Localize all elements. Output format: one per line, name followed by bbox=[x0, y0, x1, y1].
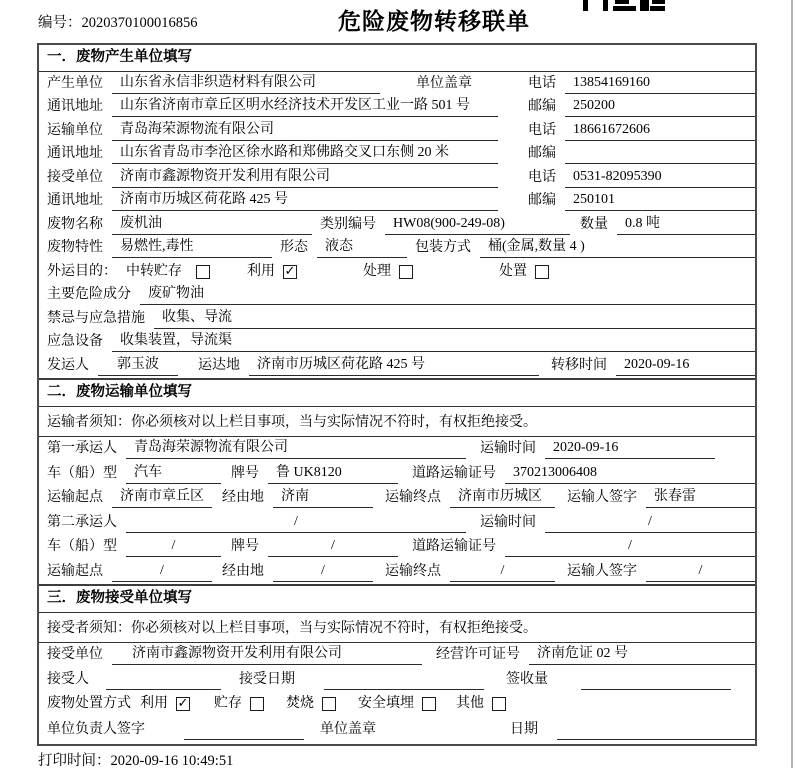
checkbox-label: 焚烧 bbox=[286, 696, 314, 711]
waste-traits-field: 易燃性,毒性 bbox=[112, 237, 272, 258]
receiver-zip-label: 邮编 bbox=[528, 193, 556, 208]
waste-code-field: HW08(900-249-08) bbox=[385, 214, 570, 235]
carrier1-label: 第一承运人 bbox=[47, 441, 117, 456]
carrier1-time-label: 运输时间 bbox=[480, 441, 536, 456]
vehicle1-plate-field: 鲁 UK8120 bbox=[268, 463, 398, 484]
row-acceptance bbox=[39, 667, 755, 692]
carrier2-time-label: 运输时间 bbox=[480, 514, 536, 530]
route2-sign-field: / bbox=[646, 561, 755, 582]
accept-unit-field: 济南市鑫源物资开发利用有限公司 bbox=[112, 644, 422, 665]
accept-date-field bbox=[324, 670, 484, 690]
route1-sign-field: 张春雷 bbox=[646, 487, 755, 508]
route2-via-label: 经由地 bbox=[222, 563, 264, 579]
hazard-label: 主要危险成分 bbox=[47, 287, 131, 302]
row-signoff bbox=[39, 716, 755, 744]
qr-code-icon bbox=[583, 0, 667, 11]
vehicle1-cert-label: 道路运输证号 bbox=[412, 465, 496, 481]
waste-code-label: 类别编号 bbox=[320, 216, 376, 232]
notice-text: 你必须核对以上栏目事项，当与实际情况不符时，有权拒绝接受。 bbox=[131, 621, 537, 636]
row-waste-traits bbox=[39, 237, 755, 261]
page-edge-divider bbox=[791, 0, 793, 768]
checkbox-icon: ✓ bbox=[177, 696, 189, 711]
transfer-time-field: 2020-09-16 bbox=[616, 355, 755, 376]
disposal-option-landfill bbox=[358, 694, 436, 714]
purpose-option-treat bbox=[363, 262, 413, 282]
manifest-form bbox=[37, 43, 757, 746]
row-transporter-address bbox=[39, 143, 755, 167]
transporter-address-field: 山东省青岛市李沧区徐水路和郑佛路交叉口东侧 20 米 bbox=[112, 143, 498, 164]
purpose-option-storage bbox=[126, 262, 210, 282]
route2-sign-label: 运输人签字 bbox=[567, 563, 637, 579]
transporter-phone-label: 电话 bbox=[528, 122, 556, 138]
vehicle2-plate-field: / bbox=[268, 536, 398, 557]
signoff-sign-field bbox=[184, 720, 304, 740]
route1-start-label: 运输起点 bbox=[47, 490, 103, 505]
checkbox-label: 处理 bbox=[363, 263, 391, 279]
received-qty-field bbox=[581, 670, 731, 690]
notice-label: 运输者须知： bbox=[47, 415, 131, 430]
acceptor-label: 接受人 bbox=[47, 671, 89, 687]
row-waste-name bbox=[39, 213, 755, 237]
notice-text: 你必须核对以上栏目事项，当与实际情况不符时，有权拒绝接受。 bbox=[131, 415, 537, 430]
checkbox-icon bbox=[422, 697, 436, 711]
purpose-label: 外运目的： bbox=[47, 263, 117, 279]
section2-header: 二．废物运输单位填写 bbox=[39, 378, 755, 407]
equipment-label: 应急设备 bbox=[47, 334, 103, 349]
signoff-seal-label: 单位盖章 bbox=[320, 722, 376, 737]
route2-start-label: 运输起点 bbox=[47, 563, 103, 579]
emergency-label: 禁忌与应急措施 bbox=[47, 310, 145, 326]
row-carrier1 bbox=[39, 437, 755, 462]
serial-label: 编号： bbox=[38, 15, 82, 31]
checkbox-icon bbox=[322, 697, 336, 711]
checkbox-icon bbox=[399, 265, 413, 279]
row-emergency-equipment bbox=[39, 331, 755, 355]
waste-pack-field: 桶(金属,数量 4 ) bbox=[480, 237, 755, 258]
carrier1-time-field: 2020-09-16 bbox=[545, 438, 715, 459]
row-route1 bbox=[39, 486, 755, 511]
transporter-phone-field: 18661672606 bbox=[565, 120, 755, 141]
vehicle1-type-field: 汽车 bbox=[126, 463, 221, 484]
transporter-address-label: 通讯地址 bbox=[47, 146, 103, 161]
route1-via-label: 经由地 bbox=[222, 490, 264, 505]
checkbox-label: 其他 bbox=[456, 696, 484, 711]
purpose-option-use bbox=[247, 262, 297, 282]
receiver-notice bbox=[39, 613, 755, 643]
checkbox-label: 安全填埋 bbox=[358, 696, 414, 711]
checkbox-icon bbox=[250, 697, 264, 711]
accept-date-label: 接受日期 bbox=[239, 671, 295, 687]
receiver-zip-field: 250101 bbox=[565, 190, 755, 211]
disposal-option-use bbox=[140, 694, 190, 714]
row-transfer-purpose bbox=[39, 260, 755, 284]
checkbox-icon bbox=[535, 265, 549, 279]
route1-via-field: 济南 bbox=[273, 487, 373, 508]
producer-label: 产生单位 bbox=[47, 75, 103, 91]
disposal-option-incinerate bbox=[286, 694, 336, 714]
row-receiver bbox=[39, 166, 755, 190]
dispatcher-label: 发运人 bbox=[47, 357, 89, 373]
receiver-phone-label: 电话 bbox=[528, 169, 556, 185]
waste-qty-label: 数量 bbox=[580, 216, 608, 232]
row-vehicle1 bbox=[39, 461, 755, 486]
producer-address-label: 通讯地址 bbox=[47, 99, 103, 114]
vehicle1-type-label: 车（船）型 bbox=[47, 465, 117, 481]
producer-zip-label: 邮编 bbox=[528, 99, 556, 114]
producer-zip-field: 250200 bbox=[565, 96, 755, 117]
waste-form-field: 液态 bbox=[317, 237, 407, 258]
receiver-value-field: 济南市鑫源物资开发利用有限公司 bbox=[112, 167, 498, 188]
notice-label: 接受者须知： bbox=[47, 621, 131, 636]
producer-address-field: 山东省济南市章丘区明水经济技术开发区工业一路 501 号 bbox=[112, 96, 498, 117]
transporter-zip-label: 邮编 bbox=[528, 146, 556, 161]
received-qty-label: 签收量 bbox=[506, 671, 548, 687]
row-carrier2 bbox=[39, 510, 755, 535]
serial-value: 2020370100016856 bbox=[81, 15, 198, 31]
vehicle1-plate-label: 牌号 bbox=[231, 465, 259, 481]
print-time-value: 2020-09-16 10:49:51 bbox=[110, 753, 234, 768]
disposal-label: 废物处置方式 bbox=[47, 696, 131, 711]
transporter-zip-field bbox=[565, 144, 755, 164]
vehicle2-cert-field: / bbox=[505, 536, 755, 557]
row-hazard-component bbox=[39, 284, 755, 308]
permit-label: 经营许可证号 bbox=[436, 647, 520, 662]
section3-header: 三．废物接受单位填写 bbox=[39, 584, 755, 613]
disposal-option-store bbox=[214, 694, 264, 714]
row-transporter bbox=[39, 119, 755, 143]
print-time bbox=[38, 749, 233, 768]
producer-phone-label: 电话 bbox=[528, 75, 556, 91]
checkbox-icon: ✓ bbox=[284, 263, 296, 279]
signoff-label: 单位负责人签字 bbox=[47, 722, 145, 737]
carrier1-field: 青岛海荣源物流有限公司 bbox=[126, 438, 466, 459]
receiver-phone-field: 0531-82095390 bbox=[565, 167, 755, 188]
print-time-label: 打印时间： bbox=[38, 753, 111, 768]
carrier2-time-field: / bbox=[545, 512, 755, 533]
route1-end-label: 运输终点 bbox=[385, 490, 441, 505]
signoff-date-label: 日期 bbox=[510, 722, 538, 737]
row-dispatch bbox=[39, 354, 755, 378]
row-disposal-method bbox=[39, 692, 755, 717]
transporter-notice bbox=[39, 407, 755, 437]
acceptor-field bbox=[106, 670, 221, 690]
row-route2 bbox=[39, 559, 755, 584]
waste-name-field: 废机油 bbox=[112, 214, 312, 235]
hazard-field: 废矿物油 bbox=[140, 284, 755, 305]
permit-field: 济南危证 02 号 bbox=[529, 644, 755, 665]
waste-name-label: 废物名称 bbox=[47, 216, 103, 232]
disposal-option-other bbox=[456, 694, 506, 714]
row-producer-address bbox=[39, 96, 755, 120]
transporter-label: 运输单位 bbox=[47, 122, 103, 138]
receiver-address-label: 通讯地址 bbox=[47, 193, 103, 208]
emergency-field: 收集、导流 bbox=[154, 308, 755, 329]
carrier2-field: / bbox=[126, 512, 466, 533]
equipment-field: 收集装置，导流渠 bbox=[112, 331, 755, 352]
checkbox-label: 中转贮存 bbox=[126, 263, 182, 279]
waste-pack-label: 包装方式 bbox=[415, 240, 471, 255]
section1-header: 一．废物产生单位填写 bbox=[39, 45, 755, 72]
row-receiver-address bbox=[39, 190, 755, 214]
producer-seal-label: 单位盖章 bbox=[416, 75, 472, 91]
checkbox-icon bbox=[492, 697, 506, 711]
row-emergency-measures bbox=[39, 307, 755, 331]
purpose-option-dispose bbox=[499, 262, 549, 282]
signoff-date-field bbox=[557, 720, 755, 740]
receiver-label: 接受单位 bbox=[47, 169, 103, 185]
destination-label: 运达地 bbox=[198, 357, 240, 373]
route1-start-field: 济南市章丘区 bbox=[112, 487, 212, 508]
document-title: 危险废物转移联单 bbox=[338, 9, 530, 34]
waste-qty-field: 0.8 吨 bbox=[617, 214, 755, 235]
row-vehicle2 bbox=[39, 535, 755, 560]
receiver-address-field: 济南市历城区荷花路 425 号 bbox=[112, 190, 498, 211]
vehicle2-type-label: 车（船）型 bbox=[47, 539, 117, 554]
producer-value-field: 山东省永信非织造材料有限公司 bbox=[112, 73, 380, 94]
route2-end-label: 运输终点 bbox=[385, 563, 441, 579]
route2-start-field: / bbox=[112, 561, 212, 582]
vehicle2-type-field: / bbox=[126, 536, 221, 557]
checkbox-icon bbox=[196, 265, 210, 279]
transporter-value-field: 青岛海荣源物流有限公司 bbox=[112, 120, 498, 141]
accept-unit-label: 接受单位 bbox=[47, 647, 103, 662]
destination-field: 济南市历城区荷花路 425 号 bbox=[249, 355, 539, 376]
waste-form-label: 形态 bbox=[280, 240, 308, 255]
row-accept-unit bbox=[39, 643, 755, 668]
checkbox-label: 利用 bbox=[247, 263, 275, 279]
dispatcher-name-field: 郭玉波 bbox=[98, 355, 178, 376]
route1-end-field: 济南市历城区 bbox=[450, 487, 555, 508]
producer-phone-field: 13854169160 bbox=[565, 73, 755, 94]
route2-end-field: / bbox=[450, 561, 555, 582]
vehicle2-plate-label: 牌号 bbox=[231, 539, 259, 554]
waste-traits-label: 废物特性 bbox=[47, 240, 103, 255]
vehicle2-cert-label: 道路运输证号 bbox=[412, 539, 496, 554]
carrier2-label: 第二承运人 bbox=[47, 514, 117, 530]
route1-sign-label: 运输人签字 bbox=[567, 490, 637, 505]
checkbox-label: 处置 bbox=[499, 263, 527, 279]
checkbox-label: 利用 bbox=[140, 696, 168, 711]
checkbox-label: 贮存 bbox=[214, 696, 242, 711]
transfer-time-label: 转移时间 bbox=[551, 357, 607, 373]
vehicle1-cert-field: 370213006408 bbox=[505, 463, 755, 484]
route2-via-field: / bbox=[273, 561, 373, 582]
row-producer bbox=[39, 72, 755, 96]
